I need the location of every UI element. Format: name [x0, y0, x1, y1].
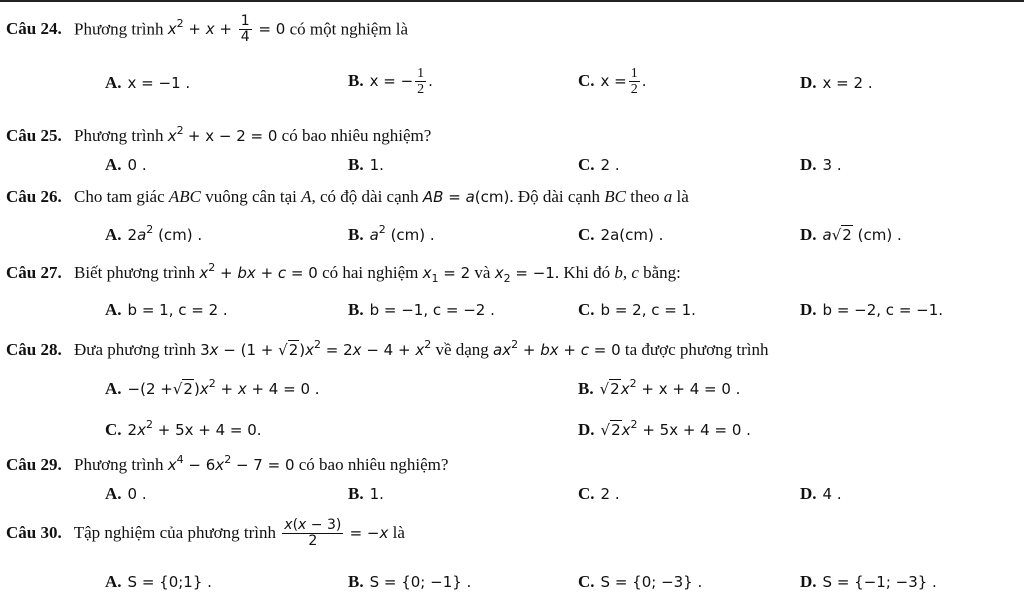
option-27-c[interactable]: C. b = 2, c = 1. [578, 300, 696, 319]
option-28-c[interactable]: C. $2x^2 + 5x + 4 = 0$. [105, 418, 262, 439]
option-29-b[interactable]: B. 1. [348, 484, 384, 503]
question-label: Câu 25. [6, 126, 62, 145]
question-text-after: có bao nhiêu nghiệm? [281, 126, 432, 145]
option-26-a[interactable]: A. $2a^2$ (cm) . [105, 223, 203, 244]
option-27-b[interactable]: B. b = −1, c = −2 . [348, 300, 495, 319]
option-27-a[interactable]: A. b = 1, c = 2 . [105, 300, 228, 319]
question-label: Câu 26. [6, 187, 62, 206]
question-label: Câu 24. [6, 19, 62, 39]
question-label: Câu 28. [6, 340, 62, 359]
option-28-a[interactable]: A. $-(2 +√2)x^2 + x + 4 = 0$ . [105, 377, 320, 398]
option-30-a[interactable]: A. S = {0;1} . [105, 572, 212, 591]
top-rule [0, 0, 1024, 2]
option-27-d[interactable]: D. b = −2, c = −1. [800, 300, 944, 319]
option-25-a[interactable]: A. 0 . [105, 155, 147, 174]
equation: + x − 2 = 0 [187, 127, 278, 145]
option-26-d[interactable]: D. a√2 (cm) . [800, 225, 902, 244]
option-24-b[interactable]: B. x = − $\frac{1}{2}$ . [348, 66, 433, 98]
option-29-c[interactable]: C. 2 . [578, 484, 620, 503]
question-label: Câu 30. [6, 522, 62, 542]
equation: $x^2 + x$ + $\frac{1}{4}$ = 0 [167, 13, 286, 46]
question-text: Phương trình [73, 126, 164, 145]
option-30-c[interactable]: C. S = {0; −3} . [578, 572, 703, 591]
option-28-b[interactable]: B. $√2x^2 + x + 4 = 0$ . [578, 377, 741, 398]
question-27: Câu 27. Biết phương trình $x^2$ + bx + c = 0 có hai nghiệm $x_1 = 2$ và $x_2 = -1$. Khi đó b, c bằng: [6, 261, 681, 285]
option-29-d[interactable]: D. 4 . [800, 484, 842, 503]
option-26-b[interactable]: B. $a^2$ (cm) . [348, 223, 435, 244]
question-30: Câu 30. Tập nghiệm của phương trình $\frac{x(x - 3)}{2}$ = −x là [6, 517, 405, 550]
option-29-a[interactable]: A. 0 . [105, 484, 147, 503]
question-label: Câu 27. [6, 263, 62, 282]
question-text: Phương trình [73, 19, 164, 39]
question-24 [6, 14, 408, 46]
option-25-b[interactable]: B. 1. [348, 155, 384, 174]
question-26: Câu 26. Cho tam giác ABC vuông cân tại A, có độ dài cạnh AB = a(cm). Độ dài cạnh BC theo a là [6, 187, 689, 206]
question-28: Câu 28. Đưa phương trình $3x - (1 + √2)x^2 = 2x - 4 + x^2$ về dạng $ax^2$ + bx + c = 0 ta được phương trình [6, 338, 769, 359]
question-label: Câu 29. [6, 455, 62, 474]
option-25-c[interactable]: C. 2 . [578, 155, 620, 174]
option-28-d[interactable]: D. $√2x^2 + 5x + 4 = 0$ . [578, 418, 751, 439]
option-26-c[interactable]: C. 2a(cm) . [578, 225, 664, 244]
option-25-d[interactable]: D. 3 . [800, 155, 842, 174]
option-24-d[interactable]: D. x = 2 . [800, 73, 873, 92]
option-30-b[interactable]: B. S = {0; −1} . [348, 572, 472, 591]
question-29: Câu 29. Phương trình $x^4 - 6x^2 - 7 = 0$ có bao nhiêu nghiệm? [6, 453, 449, 474]
option-24-a[interactable]: A. x = −1 . [105, 73, 191, 92]
option-30-d[interactable]: D. S = {−1; −3} . [800, 572, 937, 591]
option-24-c[interactable]: C. x = $\frac{1}{2}$ . [578, 66, 647, 98]
question-25: Câu 25. Phương trình $x^2 + x - 2 = 0$ có bao nhiêu nghiệm? [6, 124, 432, 145]
question-text-after: có một nghiệm là [289, 19, 409, 39]
